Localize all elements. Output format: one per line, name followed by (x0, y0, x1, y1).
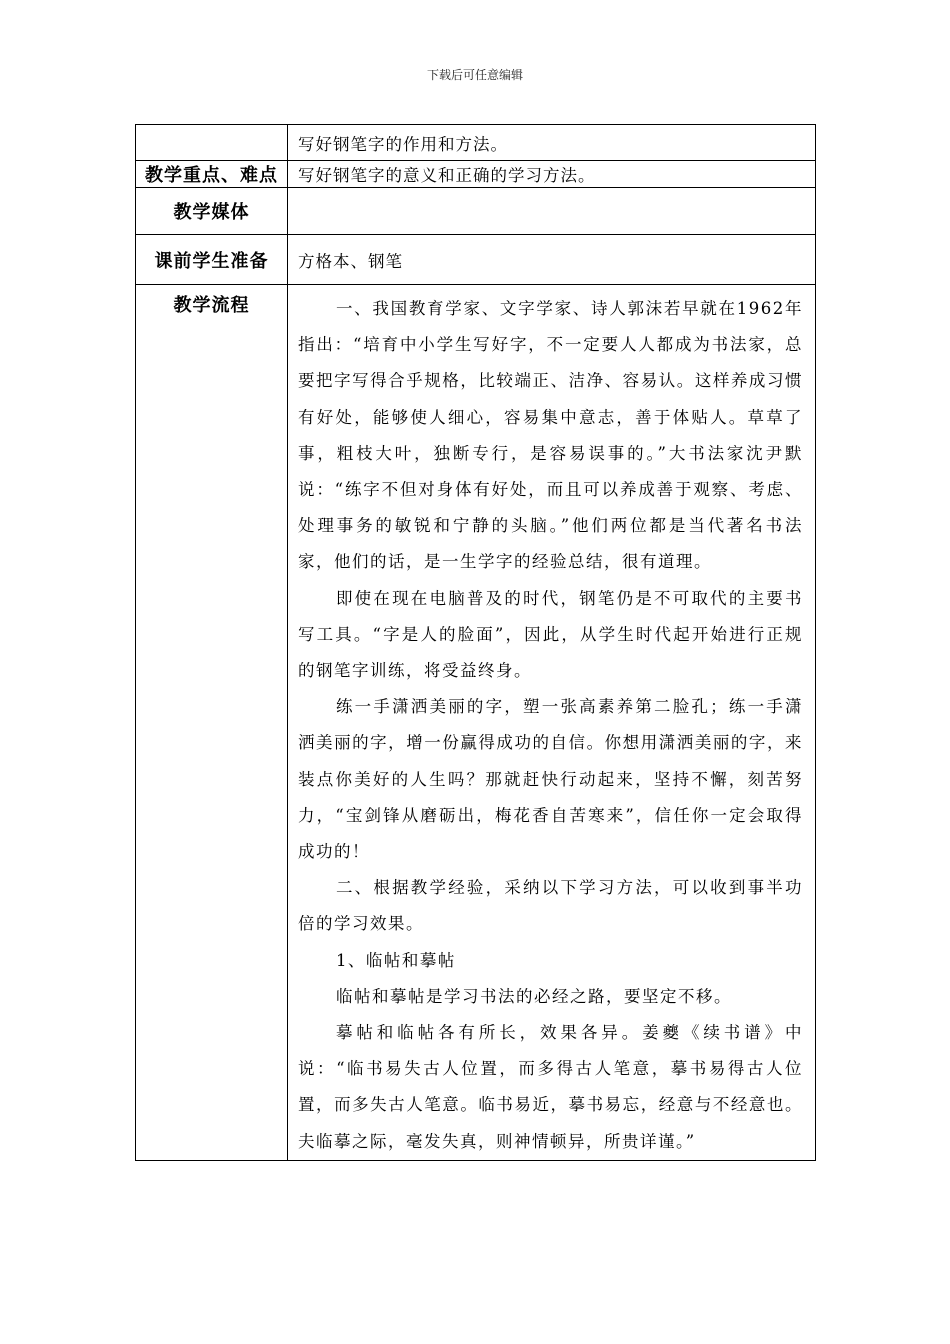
flow-paragraph: 临帖和摹帖是学习书法的必经之路，要坚定不移。 (335, 986, 732, 1006)
table-row (136, 125, 816, 161)
row-value-purpose: 写好钢笔字的作用和方法。 (288, 125, 816, 161)
flow-paragraph: 二、根据教学经验，采纳以下学习方法，可以收到事半功倍的学习效果。 (298, 878, 803, 934)
table-row (136, 235, 816, 285)
row-label-media: 教学媒体 (136, 188, 288, 235)
table-row (136, 285, 816, 1161)
row-value-key-points: 写好钢笔字的意义和正确的学习方法。 (288, 161, 816, 188)
flow-paragraph: 1、临帖和摹帖 (335, 950, 456, 970)
row-value-preparation: 方格本、钢笔 (288, 235, 816, 285)
flow-paragraph: 练一手潇洒美丽的字，塑一张高素养第二脸孔；练一手潇洒美丽的字，增一份赢得成功的自信。你想用潇洒美丽的字，来装点你美好的人生吗？那就赶快行动起来，坚持不懈，刻苦努力，“宝剑锋从磨砺出，梅花香自苦寒来”，信任你一定会取得成功的！ (298, 697, 803, 862)
table-row (136, 188, 816, 235)
row-label-key-points: 教学重点、难点 (136, 161, 288, 188)
row-label-preparation: 课前学生准备 (136, 235, 288, 285)
flow-paragraph: 摹帖和临帖各有所长，效果各异。姜夔《续书谱》中说：“临书易失古人位置，而多得古人笔意，摹书易得古人位置，而多失古人笔意。临书易近，摹书易忘，经意与不经意也。夫临摹之际，毫发失真，则神情顿异，所贵详谨。” (298, 1023, 803, 1151)
table-row (136, 161, 816, 188)
page-header: 下载后可任意编辑 (426, 68, 523, 82)
row-label-flow: 教学流程 (136, 285, 288, 1161)
flow-paragraph: 即使在现在电脑普及的时代，钢笔仍是不可取代的主要书写工具。“字是人的脸面”，因此，从学生时代起开始进行正规的钢笔字训练，将受益终身。 (298, 588, 803, 681)
flow-content (288, 285, 816, 1161)
flow-paragraph: 一、我国教育学家、文字学家、诗人郭沫若早就在1962年指出：“培育中小学生写好字，不一定要人人都成为书法家，总要把字写得合乎规格，比较端正、洁净、容易认。这样养成习惯有好处，能够使人细心，容易集中意志，善于体贴人。草草了事，粗枝大叶，独断专行，是容易误事的。”大书法家沈尹默说：“练字不但对身体有好处，而且可以养成善于观察、考虑、处理事务的敏锐和宁静的头脑。”他们两位都是当代著名书法家，他们的话，是一生学字的经验总结，很有道理。 (298, 299, 803, 572)
row-value-media (288, 188, 816, 235)
row-label-empty (136, 125, 288, 161)
lesson-plan-table (135, 124, 816, 1161)
